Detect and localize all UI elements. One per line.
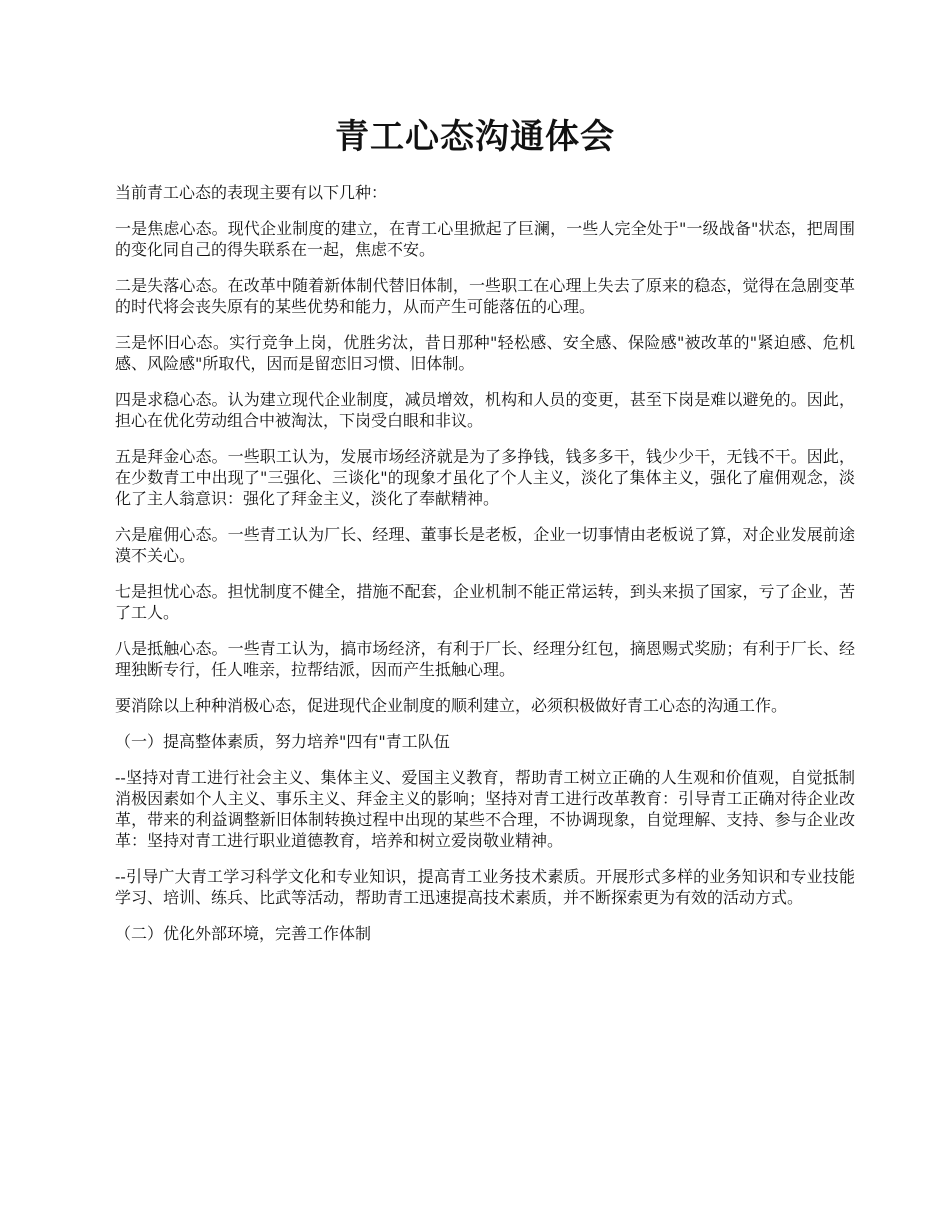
document-body — [115, 182, 855, 944]
document-title: 青工心态沟通体会 — [335, 117, 615, 157]
paragraph-intro: 当前青工心态的表现主要有以下几种： — [115, 183, 388, 202]
paragraph-stability: 四是求稳心态。认为建立现代企业制度，减员增效，机构和人员的变更，甚至下岗是难以避免的。因此，担心在优化劳动组合中被淘汰，下岗受白眼和非议。 — [115, 390, 855, 430]
paragraph-conclusion: 要消除以上种种消极心态，促进现代企业制度的顺利建立，必须积极做好青工心态的沟通工作。 — [115, 696, 788, 715]
paragraph-education: --坚持对青工进行社会主义、集体主义、爱国主义教育，帮助青工树立正确的人生观和价值观，自觉抵制消极因素如个人主义、事乐主义、拜金主义的影响；坚持对青工进行改革教育：引导青工正确对待企业改革，带来的利益调整新旧体制转换过程中出现的某些不合理，不协调现象，自觉理解、支持、参与企业改革：坚持对青工进行职业道德教育，培养和树立爱岗敬业精神。 — [115, 768, 855, 850]
section-heading-2: （二）优化外部环境，完善工作体制 — [115, 924, 372, 943]
paragraph-worry: 七是担忧心态。担忧制度不健全，措施不配套，企业机制不能正常运转，到头来损了国家，亏了企业，苦了工人。 — [115, 582, 855, 622]
paragraph-loss: 二是失落心态。在改革中随着新体制代替旧体制，一些职工在心理上失去了原来的稳态，觉得在急剧变革的时代将会丧失原有的某些优势和能力，从而产生可能落伍的心理。 — [115, 276, 855, 316]
paragraph-resistance: 八是抵触心态。一些青工认为，搞市场经济，有利于厂长、经理分红包，摘恩赐式奖励；有利于厂长、经理独断专行，任人唯亲，拉帮结派，因而产生抵触心理。 — [115, 639, 855, 679]
paragraph-anxiety: 一是焦虑心态。现代企业制度的建立，在青工心里掀起了巨澜，一些人完全处于"一级战备"状态，把周围的变化同自己的得失联系在一起，焦虑不安。 — [115, 219, 855, 259]
section-heading-1: （一）提高整体素质，努力培养"四有"青工队伍 — [115, 732, 450, 751]
paragraph-employment: 六是雇佣心态。一些青工认为厂长、经理、董事长是老板，企业一切事情由老板说了算，对企业发展前途漠不关心。 — [115, 525, 855, 565]
paragraph-nostalgia: 三是怀旧心态。实行竞争上岗，优胜劣汰，昔日那种"轻松感、安全感、保险感"被改革的"紧迫感、危机感、风险感"所取代，因而是留恋旧习惯、旧体制。 — [115, 333, 855, 373]
paragraph-skills: --引导广大青工学习科学文化和专业知识，提高青工业务技术素质。开展形式多样的业务知识和专业技能学习、培训、练兵、比武等活动，帮助青工迅速提高技术素质，并不断探索更为有效的活动方式。 — [115, 867, 855, 907]
paragraph-money: 五是拜金心态。一些职工认为，发展市场经济就是为了多挣钱，钱多多干，钱少少干，无钱不干。因此，在少数青工中出现了"三强化、三谈化"的现象才虽化了个人主义，淡化了集体主义，强化了雇佣观念，淡化了主人翁意识：强化了拜金主义，淡化了奉献精神。 — [115, 447, 855, 508]
document-page — [115, 0, 855, 959]
